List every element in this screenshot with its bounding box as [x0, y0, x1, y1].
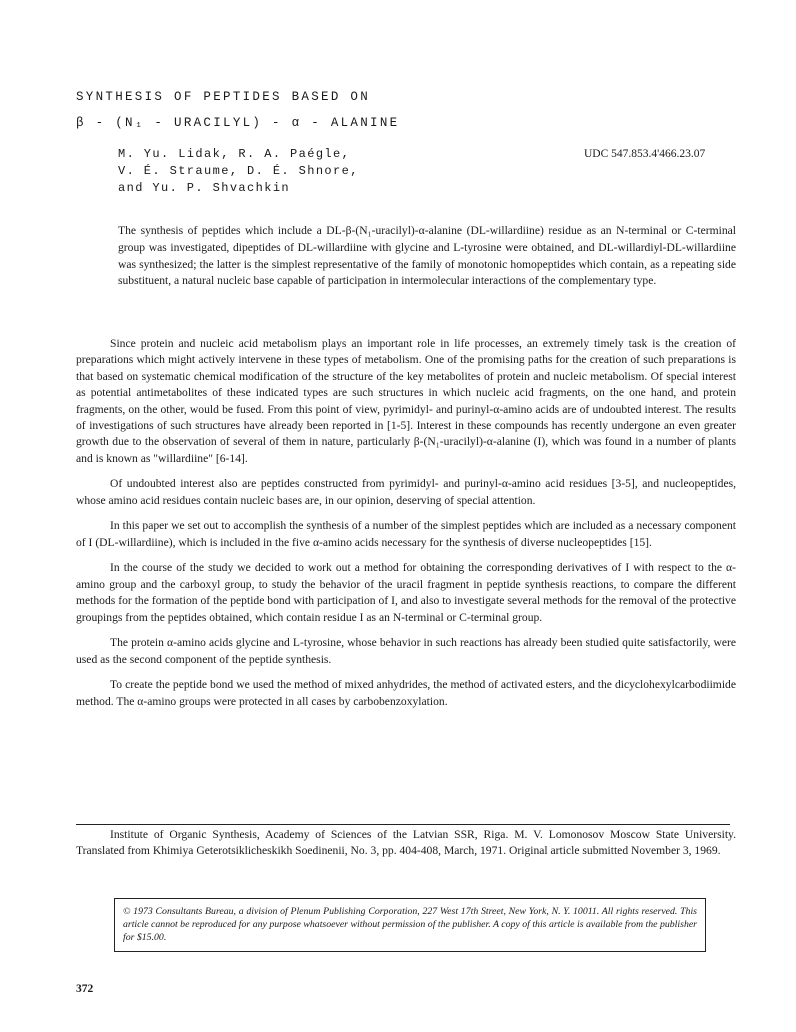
- copyright-notice: [114, 898, 706, 952]
- body-paragraph: In this paper we set out to accomplish the synthesis of a number of the simplest peptides which are included as a necessary component of I (DL-willardiine), which is included in the five α-amino acids necessary for the synthesis of diverse nucleopeptides [15].: [76, 519, 736, 549]
- udc-code: UDC 547.853.4'466.23.07: [584, 148, 706, 160]
- paper-title-line-2: β - (N₁ - URACILYL) - α - ALANINE: [76, 116, 400, 130]
- author-line: M. Yu. Lidak, R. A. Paégle,: [118, 147, 351, 161]
- footnote-divider: [76, 824, 730, 825]
- affiliation-footnote: Institute of Organic Synthesis, Academy of Sciences of the Latvian SSR, Riga. M. V. Lomonosov Moscow State University. Translated from Khimiya Geterotsiklicheskikh Soedinenii, No. 3, pp. 404-408, March, 1971. Original article submitted November 3, 1969.: [76, 828, 736, 858]
- page-number: 372: [76, 983, 94, 995]
- body-paragraph: The protein α-amino acids glycine and L-tyrosine, whose behavior in such reactions has already been studied quite satisfactorily, were used as the second component of the peptide synthesis.: [76, 636, 736, 666]
- copyright-text: © 1973 Consultants Bureau, a division of Plenum Publishing Corporation, 227 West 17th Street, New York, N. Y. 10011. All rights reserved. This article cannot be reproduced for any purpose whatsoever without permission of the publisher. A copy of this article is available from the publisher for $15.00.: [123, 906, 697, 944]
- body-paragraph: In the course of the study we decided to work out a method for obtaining the corresponding derivatives of I with respect to the α-amino group and the carboxyl group, to study the behavior of the uracil fragment in peptide synthesis reactions, to compare the different methods for the formation of the peptide bond with participation of I, and also to investigate several methods for the removal of the protective groupings from the peptides obtained, which contain residue I as an N-terminal or C-terminal group.: [76, 561, 736, 624]
- body-text: [76, 336, 736, 719]
- body-paragraph: Since protein and nucleic acid metabolism plays an important role in life processes, an extremely timely task is the creation of preparations which might actively intervene in these types of metabolism. One of the promising paths for the creation of such preparations is that based on systematic chemical modification of the structure of the key metabolites of protein and nucleic metabolism. Of special interest as potential antimetabolites of these indicated types are such structures in which nucleic acid fragments, on the one hand, and protein fragments, on the other, would be fused. From this point of view, pyrimidyl- and purinyl-α-amino acids are of undoubted interest. The results of investigations of such structures have already been reported in [1-5]. Interest in these compounds has recently undergone an even greater growth due to the observation of several of them in nature, particularly β-(N₁-uracilyl)-α-alanine (I), which was found in a number of plants and is known as "willardiine" [6-14].: [76, 337, 736, 465]
- author-list: [118, 146, 359, 197]
- author-line: V. É. Straume, D. É. Shnore,: [118, 164, 359, 178]
- author-line: and Yu. P. Shvachkin: [118, 181, 291, 195]
- paper-title-line-1: SYNTHESIS OF PEPTIDES BASED ON: [76, 90, 371, 104]
- body-paragraph: To create the peptide bond we used the method of mixed anhydrides, the method of activated esters, and the dicyclohexylcarbodiimide method. The α-amino groups were protected in all cases by carbobenzoxylation.: [76, 678, 736, 708]
- abstract: The synthesis of peptides which include a DL-β-(N₁-uracilyl)-α-alanine (DL-willardiine) residue as an N-terminal or C-terminal group was investigated, dipeptides of DL-willardiine with glycine and L-tyrosine were obtained, and DL-willardiyl-DL-willardiine was synthesized; the latter is the simplest representative of the family of monotonic homopeptides which contain, as a repeating side substituent, a natural nucleic base capable of participation in intermolecular interactions of the complementary type.: [118, 224, 736, 288]
- body-paragraph: Of undoubted interest also are peptides constructed from pyrimidyl- and purinyl-α-amino acid residues [3-5], and nucleopeptides, whose amino acid residues contain nucleic bases are, in our opinion, deserving of special attention.: [76, 477, 736, 507]
